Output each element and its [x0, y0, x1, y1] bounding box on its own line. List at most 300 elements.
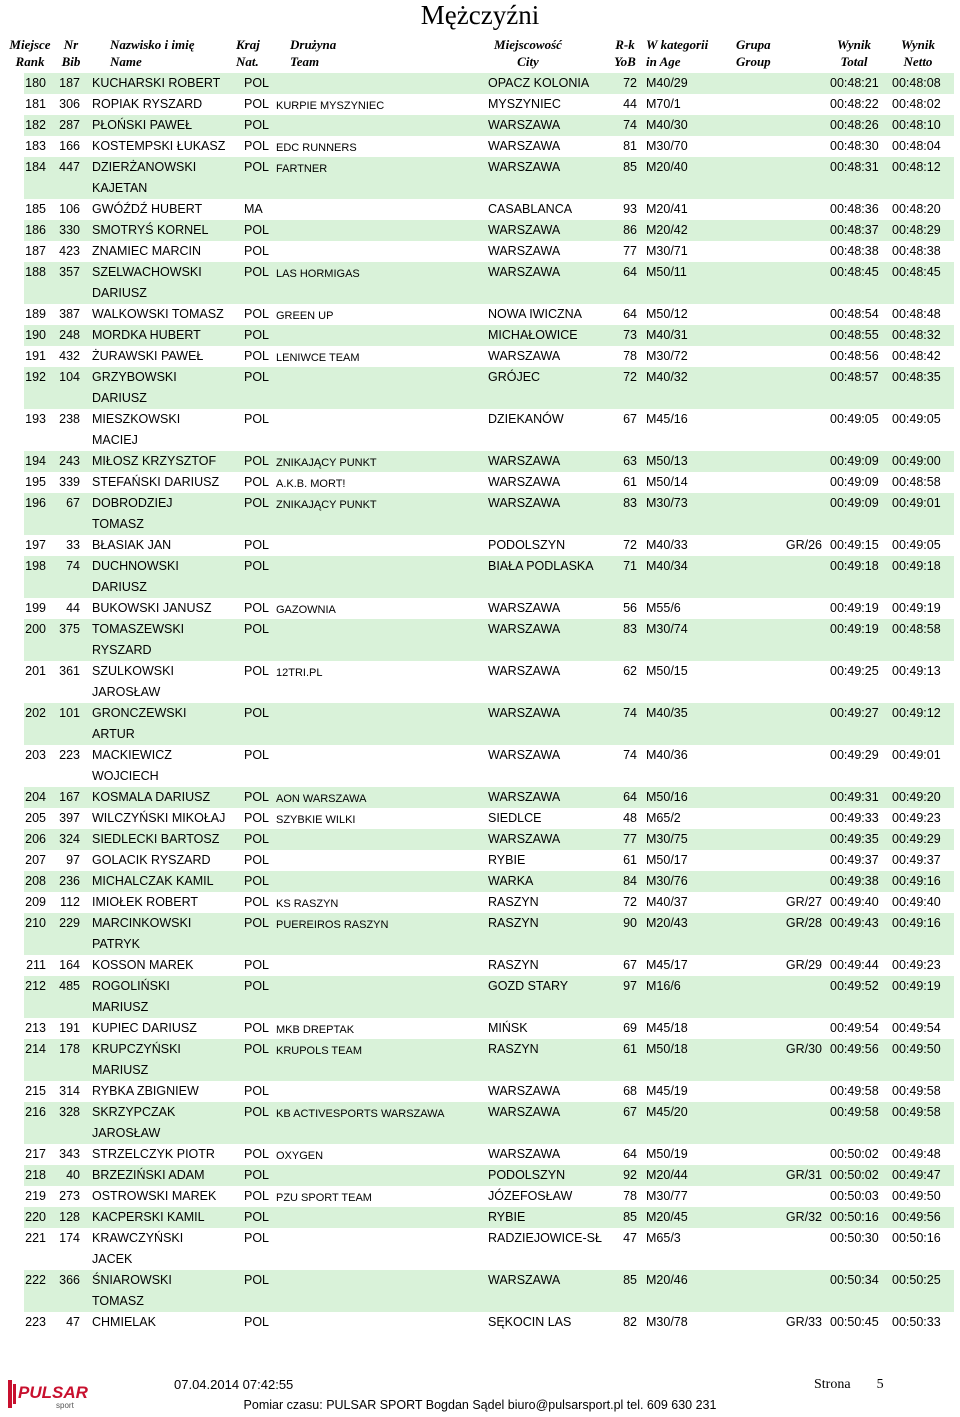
bib-cell: 191: [59, 1021, 80, 1035]
yob-cell: 82: [623, 1315, 637, 1329]
bib-cell: 324: [59, 832, 80, 846]
name-cell: KOSSON MAREK: [92, 958, 194, 972]
netto-time-cell: 00:49:54: [892, 1021, 941, 1035]
city-cell: WARSZAWA: [488, 1273, 561, 1287]
team-cell: ZNIKAJĄCY PUNKT: [276, 499, 377, 511]
table-row: [24, 367, 954, 409]
total-time-cell: 00:48:54: [830, 307, 879, 321]
yob-cell: 44: [623, 97, 637, 111]
yob-cell: 93: [623, 202, 637, 216]
netto-time-cell: 00:49:23: [892, 958, 941, 972]
netto-time-cell: 00:48:42: [892, 349, 941, 363]
name-cell: BŁASIAK JAN: [92, 538, 172, 552]
team-cell: LENIWCE TEAM: [276, 352, 360, 364]
rank-cell: 214: [25, 1042, 46, 1056]
nat-cell: POL: [244, 1021, 270, 1035]
netto-time-cell: 00:49:01: [892, 496, 941, 510]
total-time-cell: 00:48:22: [830, 97, 879, 111]
category-cell: M40/34: [646, 559, 688, 573]
name-cell-continued: JAROSŁAW: [92, 685, 161, 699]
table-row: [24, 661, 954, 703]
header-netto: Wynik Netto: [901, 37, 935, 69]
rank-cell: 195: [25, 475, 46, 489]
rank-cell: 196: [25, 496, 46, 510]
rank-cell: 194: [25, 454, 46, 468]
bib-cell: 74: [66, 559, 80, 573]
city-cell: WARSZAWA: [488, 1084, 561, 1098]
netto-time-cell: 00:50:16: [892, 1231, 941, 1245]
bib-cell: 167: [59, 790, 80, 804]
bib-cell: 164: [59, 958, 80, 972]
yob-cell: 67: [623, 958, 637, 972]
total-time-cell: 00:49:29: [830, 748, 879, 762]
total-time-cell: 00:49:25: [830, 664, 879, 678]
yob-cell: 85: [623, 1210, 637, 1224]
nat-cell: POL: [244, 895, 270, 909]
team-cell: MKB DREPTAK: [276, 1024, 355, 1036]
yob-cell: 48: [623, 811, 637, 825]
total-time-cell: 00:50:30: [830, 1231, 879, 1245]
category-cell: M70/1: [646, 97, 681, 111]
name-cell: STRZELCZYK PIOTR: [92, 1147, 215, 1161]
name-cell: ŚNIAROWSKI: [92, 1273, 172, 1287]
total-time-cell: 00:49:58: [830, 1084, 879, 1098]
yob-cell: 84: [623, 874, 637, 888]
total-time-cell: 00:49:15: [830, 538, 879, 552]
yob-cell: 73: [623, 328, 637, 342]
table-row: [24, 1186, 954, 1207]
nat-cell: POL: [244, 1315, 270, 1329]
total-time-cell: 00:49:09: [830, 475, 879, 489]
total-time-cell: 00:48:45: [830, 265, 879, 279]
yob-cell: 85: [623, 1273, 637, 1287]
category-cell: M20/42: [646, 223, 688, 237]
yob-cell: 72: [623, 370, 637, 384]
bib-cell: 229: [59, 916, 80, 930]
name-cell-continued: MARIUSZ: [92, 1000, 149, 1014]
city-cell: WARKA: [488, 874, 534, 888]
bib-cell: 223: [59, 748, 80, 762]
category-cell: M45/18: [646, 1021, 688, 1035]
city-cell: WARSZAWA: [488, 622, 561, 636]
netto-time-cell: 00:49:05: [892, 412, 941, 426]
city-cell: SĘKOCIN LAS: [488, 1315, 572, 1329]
table-row: [24, 325, 954, 346]
nat-cell: POL: [244, 790, 270, 804]
netto-time-cell: 00:49:18: [892, 559, 941, 573]
page-label: Strona: [814, 1377, 851, 1392]
city-cell: WARSZAWA: [488, 790, 561, 804]
table-row: [24, 304, 954, 325]
team-cell: KB ACTIVESPORTS WARSZAWA: [276, 1108, 445, 1120]
bib-cell: 128: [59, 1210, 80, 1224]
bib-cell: 387: [59, 307, 80, 321]
name-cell: KUPIEC DARIUSZ: [92, 1021, 197, 1035]
rank-cell: 190: [25, 328, 46, 342]
nat-cell: POL: [244, 1084, 270, 1098]
category-cell: M20/44: [646, 1168, 688, 1182]
netto-time-cell: 00:49:19: [892, 979, 941, 993]
total-time-cell: 00:49:27: [830, 706, 879, 720]
table-row: [24, 850, 954, 871]
total-time-cell: 00:48:30: [830, 139, 879, 153]
city-cell: MICHAŁOWICE: [488, 328, 578, 342]
city-cell: WARSZAWA: [488, 496, 561, 510]
results-table: [24, 73, 954, 1333]
name-cell-continued: RYSZARD: [92, 643, 152, 657]
category-cell: M20/45: [646, 1210, 688, 1224]
city-cell: WARSZAWA: [488, 1105, 561, 1119]
logo-subtext: sport: [56, 1401, 74, 1410]
logo-text: PULSAR: [18, 1383, 88, 1402]
group-cell: GR/28: [785, 916, 822, 930]
total-time-cell: 00:49:19: [830, 601, 879, 615]
city-cell: RYBIE: [488, 853, 526, 867]
category-cell: M40/32: [646, 370, 688, 384]
total-time-cell: 00:49:56: [830, 1042, 879, 1056]
rank-cell: 199: [25, 601, 46, 615]
name-cell: SZELWACHOWSKI: [92, 265, 202, 279]
category-cell: M20/46: [646, 1273, 688, 1287]
table-row: [24, 955, 954, 976]
yob-cell: 64: [623, 265, 637, 279]
nat-cell: POL: [244, 412, 270, 426]
yob-cell: 71: [623, 559, 637, 573]
yob-cell: 67: [623, 1105, 637, 1119]
bib-cell: 357: [59, 265, 80, 279]
rank-cell: 211: [26, 958, 46, 972]
yob-cell: 72: [623, 895, 637, 909]
bib-cell: 361: [59, 664, 80, 678]
name-cell-continued: TOMASZ: [92, 517, 144, 531]
table-row: [24, 619, 954, 661]
netto-time-cell: 00:49:58: [892, 1084, 941, 1098]
rank-cell: 204: [25, 790, 46, 804]
name-cell: MIESZKOWSKI: [92, 412, 181, 426]
team-cell: SZYBKIE WILKI: [276, 814, 356, 826]
total-time-cell: 00:50:45: [830, 1315, 879, 1329]
bib-cell: 248: [59, 328, 80, 342]
total-time-cell: 00:48:57: [830, 370, 879, 384]
page-number: 5: [876, 1377, 884, 1392]
name-cell: MICHALCZAK KAMIL: [92, 874, 214, 888]
category-cell: M20/40: [646, 160, 688, 174]
netto-time-cell: 00:48:08: [892, 76, 941, 90]
name-cell-continued: DARIUSZ: [92, 286, 147, 300]
header-yob: R-k YoB: [614, 37, 636, 69]
total-time-cell: 00:48:21: [830, 76, 879, 90]
yob-cell: 64: [623, 1147, 637, 1161]
total-time-cell: 00:50:34: [830, 1273, 879, 1287]
city-cell: WARSZAWA: [488, 265, 561, 279]
category-cell: M45/17: [646, 958, 688, 972]
name-cell: PŁOŃSKI PAWEŁ: [92, 118, 193, 132]
nat-cell: POL: [244, 601, 270, 615]
yob-cell: 78: [623, 1189, 637, 1203]
rank-cell: 182: [25, 118, 46, 132]
group-cell: GR/30: [785, 1042, 822, 1056]
yob-cell: 47: [623, 1231, 637, 1245]
total-time-cell: 00:50:02: [830, 1168, 879, 1182]
bib-cell: 366: [59, 1273, 80, 1287]
name-cell: KRUPCZYŃSKI: [92, 1042, 181, 1056]
bib-cell: 423: [59, 244, 80, 258]
table-row: [24, 1039, 954, 1081]
nat-cell: POL: [244, 160, 270, 174]
yob-cell: 72: [623, 76, 637, 90]
category-cell: M50/17: [646, 853, 688, 867]
nat-cell: POL: [244, 475, 270, 489]
name-cell: KOSTEMPSKI ŁUKASZ: [92, 139, 226, 153]
netto-time-cell: 00:48:58: [892, 475, 941, 489]
bib-cell: 243: [59, 454, 80, 468]
nat-cell: POL: [244, 874, 270, 888]
bib-cell: 236: [59, 874, 80, 888]
table-row: [24, 703, 954, 745]
netto-time-cell: 00:48:45: [892, 265, 941, 279]
rank-cell: 205: [25, 811, 46, 825]
nat-cell: POL: [244, 853, 270, 867]
table-row: [24, 913, 954, 955]
table-row: [24, 871, 954, 892]
city-cell: JÓZEFOSŁAW: [488, 1189, 573, 1203]
nat-cell: POL: [244, 307, 270, 321]
rank-cell: 203: [25, 748, 46, 762]
header-team: Drużyna Team: [290, 37, 337, 69]
nat-cell: POL: [244, 1273, 270, 1287]
category-cell: M40/29: [646, 76, 688, 90]
total-time-cell: 00:48:26: [830, 118, 879, 132]
total-time-cell: 00:49:09: [830, 496, 879, 510]
category-cell: M30/70: [646, 139, 688, 153]
city-cell: OPACZ KOLONIA: [488, 76, 590, 90]
bib-cell: 328: [59, 1105, 80, 1119]
print-timestamp: 07.04.2014 07:42:55: [174, 1377, 294, 1392]
category-cell: M40/35: [646, 706, 688, 720]
team-cell: GREEN UP: [276, 310, 334, 322]
nat-cell: POL: [244, 979, 270, 993]
yob-cell: 78: [623, 349, 637, 363]
name-cell: SMOTRYŚ KORNEL: [92, 223, 209, 237]
total-time-cell: 00:48:31: [830, 160, 879, 174]
netto-time-cell: 00:49:37: [892, 853, 941, 867]
city-cell: CASABLANCA: [488, 202, 573, 216]
bib-cell: 238: [59, 412, 80, 426]
team-cell: KS RASZYN: [276, 898, 339, 910]
rank-cell: 216: [25, 1105, 46, 1119]
netto-time-cell: 00:49:56: [892, 1210, 941, 1224]
bib-cell: 375: [59, 622, 80, 636]
name-cell: DOBRODZIEJ: [92, 496, 173, 510]
bib-cell: 432: [59, 349, 80, 363]
team-cell: EDC RUNNERS: [276, 142, 357, 154]
name-cell-continued: JACEK: [92, 1252, 133, 1266]
table-row: [24, 451, 954, 472]
table-row: [24, 1312, 954, 1333]
city-cell: WARSZAWA: [488, 160, 561, 174]
netto-time-cell: 00:48:35: [892, 370, 941, 384]
nat-cell: POL: [244, 496, 270, 510]
total-time-cell: 00:50:16: [830, 1210, 879, 1224]
name-cell: GWÓŹDŹ HUBERT: [92, 202, 203, 216]
name-cell: OSTROWSKI MAREK: [92, 1189, 217, 1203]
rank-cell: 187: [25, 244, 46, 258]
category-cell: M50/12: [646, 307, 688, 321]
city-cell: WARSZAWA: [488, 475, 561, 489]
rank-cell: 185: [25, 202, 46, 216]
name-cell: MIŁOSZ KRZYSZTOF: [92, 454, 217, 468]
city-cell: NOWA IWICZNA: [488, 307, 582, 321]
yob-cell: 97: [623, 979, 637, 993]
city-cell: WARSZAWA: [488, 349, 561, 363]
name-cell: CHMIELAK: [92, 1315, 156, 1329]
rank-cell: 213: [25, 1021, 46, 1035]
rank-cell: 210: [25, 916, 46, 930]
name-cell: TOMASZEWSKI: [92, 622, 185, 636]
table-row: [24, 346, 954, 367]
rank-cell: 189: [25, 307, 46, 321]
netto-time-cell: 00:49:29: [892, 832, 941, 846]
name-cell-continued: ARTUR: [92, 727, 135, 741]
nat-cell: POL: [244, 370, 270, 384]
city-cell: WARSZAWA: [488, 118, 561, 132]
rank-cell: 180: [25, 76, 46, 90]
table-row: [24, 1018, 954, 1039]
name-cell-continued: TOMASZ: [92, 1294, 144, 1308]
name-cell-continued: MACIEJ: [92, 433, 138, 447]
netto-time-cell: 00:48:58: [892, 622, 941, 636]
total-time-cell: 00:49:05: [830, 412, 879, 426]
page-indicator: [814, 1377, 884, 1393]
total-time-cell: 00:49:58: [830, 1105, 879, 1119]
name-cell: MORDKA HUBERT: [92, 328, 201, 342]
bib-cell: 106: [59, 202, 80, 216]
netto-time-cell: 00:49:50: [892, 1042, 941, 1056]
name-cell: GRONCZEWSKI: [92, 706, 187, 720]
name-cell: ZNAMIEC MARCIN: [92, 244, 202, 258]
yob-cell: 72: [623, 538, 637, 552]
netto-time-cell: 00:49:05: [892, 538, 941, 552]
rank-cell: 200: [25, 622, 46, 636]
yob-cell: 64: [623, 790, 637, 804]
name-cell-continued: DARIUSZ: [92, 391, 147, 405]
netto-time-cell: 00:50:25: [892, 1273, 941, 1287]
bib-cell: 273: [59, 1189, 80, 1203]
city-cell: SIEDLCE: [488, 811, 542, 825]
category-cell: M40/36: [646, 748, 688, 762]
bib-cell: 287: [59, 118, 80, 132]
city-cell: WARSZAWA: [488, 601, 561, 615]
nat-cell: POL: [244, 811, 270, 825]
nat-cell: POL: [244, 1147, 270, 1161]
netto-time-cell: 00:49:48: [892, 1147, 941, 1161]
nat-cell: POL: [244, 139, 270, 153]
table-row: [24, 199, 954, 220]
netto-time-cell: 00:48:12: [892, 160, 941, 174]
rank-cell: 201: [25, 664, 46, 678]
category-cell: M30/78: [646, 1315, 688, 1329]
team-cell: OXYGEN: [276, 1150, 324, 1162]
nat-cell: POL: [244, 832, 270, 846]
group-cell: GR/29: [785, 958, 822, 972]
name-cell: RYBKA ZBIGNIEW: [92, 1084, 199, 1098]
team-cell: 12TRI.PL: [276, 667, 323, 679]
bib-cell: 314: [59, 1084, 80, 1098]
rank-cell: 183: [25, 139, 46, 153]
team-cell: LAS HORMIGAS: [276, 268, 360, 280]
rank-cell: 193: [25, 412, 46, 426]
table-row: [24, 157, 954, 199]
city-cell: BIAŁA PODLASKA: [488, 559, 594, 573]
table-row: [24, 1144, 954, 1165]
category-cell: M40/31: [646, 328, 688, 342]
table-row: [24, 1270, 954, 1312]
table-row: [24, 976, 954, 1018]
table-row: [24, 745, 954, 787]
rank-cell: 184: [25, 160, 46, 174]
netto-time-cell: 00:49:58: [892, 1105, 941, 1119]
total-time-cell: 00:48:38: [830, 244, 879, 258]
bib-cell: 330: [59, 223, 80, 237]
category-cell: M45/19: [646, 1084, 688, 1098]
city-cell: WARSZAWA: [488, 832, 561, 846]
nat-cell: POL: [244, 1042, 270, 1056]
table-row: [24, 220, 954, 241]
category-cell: M30/76: [646, 874, 688, 888]
category-cell: M30/71: [646, 244, 688, 258]
name-cell: SIEDLECKI BARTOSZ: [92, 832, 220, 846]
group-cell: GR/27: [785, 895, 822, 909]
category-cell: M45/16: [646, 412, 688, 426]
netto-time-cell: 00:49:47: [892, 1168, 941, 1182]
header-rank: Miejsce Rank: [9, 37, 51, 69]
total-time-cell: 00:49:37: [830, 853, 879, 867]
name-cell: KUCHARSKI ROBERT: [92, 76, 221, 90]
table-row: [24, 1207, 954, 1228]
name-cell-continued: KAJETAN: [92, 181, 148, 195]
total-time-cell: 00:49:33: [830, 811, 879, 825]
yob-cell: 77: [623, 832, 637, 846]
bib-cell: 97: [66, 853, 80, 867]
name-cell: ROPIAK RYSZARD: [92, 97, 203, 111]
category-cell: M50/19: [646, 1147, 688, 1161]
nat-cell: POL: [244, 454, 270, 468]
name-cell: MARCINKOWSKI: [92, 916, 192, 930]
rank-cell: 186: [25, 223, 46, 237]
yob-cell: 83: [623, 622, 637, 636]
netto-time-cell: 00:49:01: [892, 748, 941, 762]
team-cell: PZU SPORT TEAM: [276, 1192, 372, 1204]
header-total: Wynik Total: [837, 37, 871, 69]
total-time-cell: 00:50:03: [830, 1189, 879, 1203]
rank-cell: 218: [25, 1168, 46, 1182]
city-cell: MIŃSK: [488, 1021, 528, 1035]
netto-time-cell: 00:49:20: [892, 790, 941, 804]
city-cell: WARSZAWA: [488, 664, 561, 678]
yob-cell: 83: [623, 496, 637, 510]
category-cell: M50/13: [646, 454, 688, 468]
name-cell-continued: DARIUSZ: [92, 580, 147, 594]
total-time-cell: 00:49:31: [830, 790, 879, 804]
nat-cell: POL: [244, 916, 270, 930]
name-cell: BRZEZIŃSKI ADAM: [92, 1168, 205, 1182]
total-time-cell: 00:49:18: [830, 559, 879, 573]
table-row: [24, 1228, 954, 1270]
header-group: Grupa Group: [736, 37, 771, 69]
nat-cell: POL: [244, 265, 270, 279]
name-cell: GRZYBOWSKI: [92, 370, 177, 384]
yob-cell: 90: [623, 916, 637, 930]
